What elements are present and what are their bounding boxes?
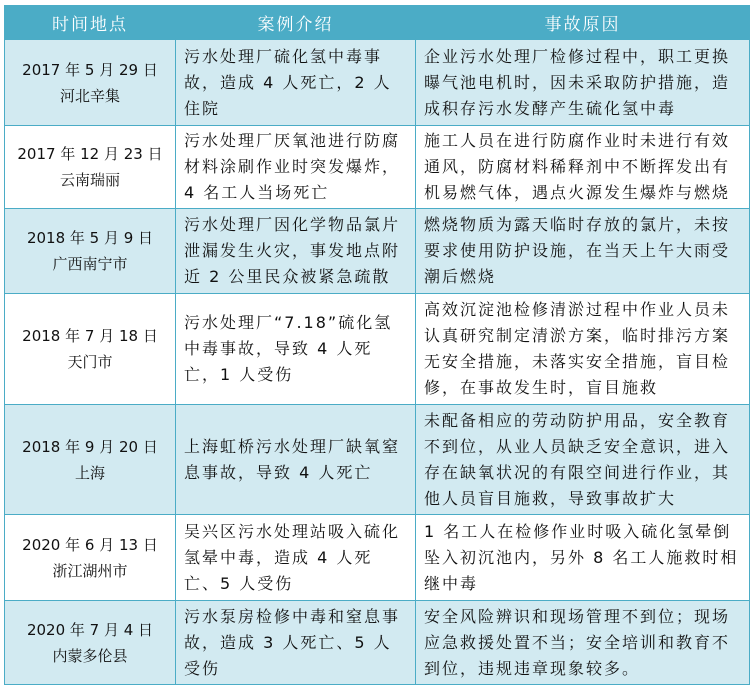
place: 广西南宁市 bbox=[52, 255, 128, 273]
place: 天门市 bbox=[67, 353, 113, 371]
table-row bbox=[5, 601, 750, 685]
date: 2020 年 7 月 4 日 bbox=[26, 620, 154, 639]
date: 2017 年 12 月 23 日 bbox=[17, 145, 163, 163]
time-place-cell bbox=[5, 294, 176, 405]
time-place-cell bbox=[5, 40, 176, 126]
accident-cases-table bbox=[4, 5, 750, 685]
table-row bbox=[5, 515, 750, 601]
time-place-cell bbox=[5, 209, 176, 294]
place: 浙江湖州市 bbox=[52, 561, 128, 580]
header-row bbox=[5, 6, 750, 40]
cause-cell: 企业污水处理厂检修过程中，职工更换曝气池电机时，因未采取防护措施，造成积存污水发酵产生硫化氢中毒 bbox=[416, 40, 750, 126]
table-header bbox=[5, 6, 750, 40]
case-cell: 吴兴区污水处理站吸入硫化氢晕中毒，造成 4 人死亡、5 人受伤 bbox=[176, 515, 416, 601]
time-place-cell bbox=[5, 601, 176, 685]
time-place-cell bbox=[5, 405, 176, 515]
case-cell: 污水处理厂因化学物品氯片泄漏发生火灾，事发地点附近 2 公里民众被紧急疏散 bbox=[176, 209, 416, 294]
place: 云南瑞丽 bbox=[59, 171, 120, 189]
cause-cell: 燃烧物质为露天临时存放的氯片，未按要求使用防护设施，在当天上午大雨受潮后燃烧 bbox=[416, 209, 750, 294]
date: 2018 年 9 月 20 日 bbox=[22, 437, 158, 456]
time-place-cell bbox=[5, 126, 176, 209]
case-cell: 上海虹桥污水处理厂缺氧窒息事故，导致 4 人死亡 bbox=[176, 405, 416, 515]
table-row bbox=[5, 40, 750, 126]
place: 河北辛集 bbox=[59, 86, 120, 105]
cause-cell: 未配备相应的劳动防护用品，安全教育不到位，从业人员缺乏安全意识，进入存在缺氧状况的有限空间进行作业，其他人员盲目施救，导致事故扩大 bbox=[416, 405, 750, 515]
cause-cell: 1 名工人在检修作业时吸入硫化氢晕倒坠入初沉池内，另外 8 名工人施救时相继中毒 bbox=[416, 515, 750, 601]
header-case-intro: 案例介绍 bbox=[176, 6, 416, 40]
table-row bbox=[5, 209, 750, 294]
table-row bbox=[5, 126, 750, 209]
cause-cell: 施工人员在进行防腐作业时未进行有效通风，防腐材料稀释剂中不断挥发出有机易燃气体，遇点火源发生爆炸与燃烧 bbox=[416, 126, 750, 209]
table-row bbox=[5, 405, 750, 515]
case-cell: 污水泵房检修中毒和窒息事故，造成 3 人死亡、5 人受伤 bbox=[176, 601, 416, 685]
case-cell: 污水处理厂厌氧池进行防腐材料涂刷作业时突发爆炸，4 名工人当场死亡 bbox=[176, 126, 416, 209]
cause-cell: 安全风险辨识和现场管理不到位；现场应急救援处置不当；安全培训和教育不到位，违规违章现象较多。 bbox=[416, 601, 750, 685]
place: 上海 bbox=[74, 463, 105, 482]
header-accident-cause: 事故原因 bbox=[416, 6, 750, 40]
date: 2020 年 6 月 13 日 bbox=[22, 535, 158, 554]
case-cell: 污水处理厂“7.18”硫化氢中毒事故，导致 4 人死亡，1 人受伤 bbox=[176, 294, 416, 405]
case-cell: 污水处理厂硫化氢中毒事故，造成 4 人死亡，2 人住院 bbox=[176, 40, 416, 126]
date: 2017 年 5 月 29 日 bbox=[22, 60, 158, 79]
table-body bbox=[5, 40, 750, 685]
cause-cell: 高效沉淀池检修清淤过程中作业人员未认真研究制定清淤方案，临时排污方案无安全措施，未落实安全措施，盲目检修，在事故发生时，盲目施救 bbox=[416, 294, 750, 405]
place: 内蒙多伦县 bbox=[52, 646, 128, 665]
date: 2018 年 7 月 18 日 bbox=[22, 327, 158, 345]
header-time-place: 时间地点 bbox=[5, 6, 176, 40]
table-row bbox=[5, 294, 750, 405]
time-place-cell bbox=[5, 515, 176, 601]
date: 2018 年 5 月 9 日 bbox=[26, 229, 154, 247]
